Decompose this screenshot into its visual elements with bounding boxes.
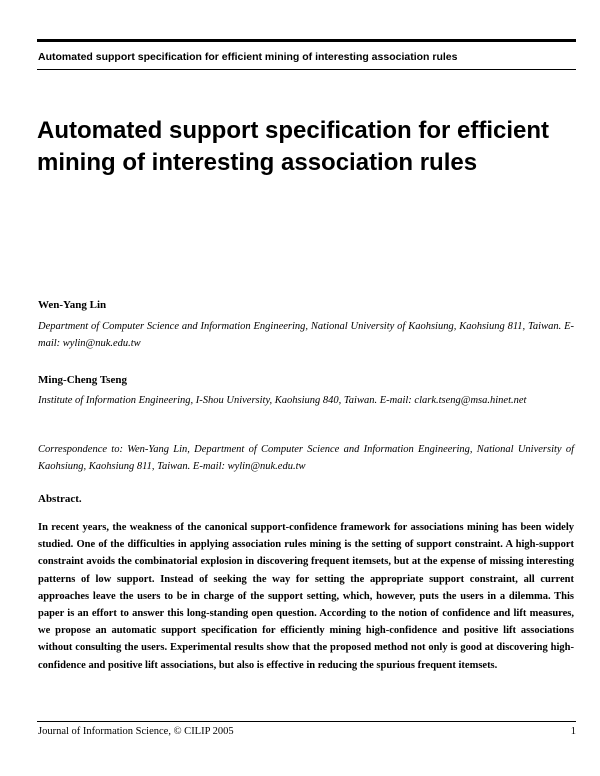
header-rule-thin [37, 69, 576, 70]
abstract-body: In recent years, the weakness of the canonical support-confidence framework for associations mining has been widely studied. One of the difficulties in applying association rules mining is the setting of support constraint. A high-support constraint avoids the combinatorial explosion in discovering frequent itemsets, but at the expense of missing interesting patterns of low support. Instead of seeking the way for setting the appropriate support constraint, all current approaches leave the users to be in charge of the support setting, which, however, puts the users in a dilemma. This paper is an effort to answer this long-standing open question. According to the notion of confidence and lift measures, we propose an automatic support specification for efficiently mining high-confidence and positive lift associations without consulting the users. Experimental results show that the proposed method not only is good at discovering high-confidence and positive lift associations, but also is effective in reducing the spurious frequent itemsets. [38, 522, 574, 671]
author-affiliation-1: Department of Computer Science and Information Engineering, National University of Kaohsiung, Kaohsiung 811, Taiwan. E-mail: wylin@nuk.edu.tw [38, 321, 574, 349]
abstract-heading: Abstract. [38, 493, 82, 505]
footer-rule [37, 721, 576, 722]
paper-title: Automated support specification for efficient mining of interesting association rules [37, 117, 550, 176]
page-number: 1 [570, 726, 576, 737]
journal-footer: Journal of Information Science, © CILIP 2005 [38, 726, 234, 737]
header-rule-thick [37, 39, 576, 42]
author-name-1: Wen-Yang Lin [38, 299, 107, 311]
running-head: Automated support specification for efficient mining of interesting association rules [38, 51, 458, 63]
correspondence-note: Correspondence to: Wen-Yang Lin, Department of Computer Science and Information Engineering, National University of Kaohsiung, Kaohsiung 811, Taiwan. E-mail: wylin@nuk.edu.tw [38, 444, 574, 472]
author-name-2: Ming-Cheng Tseng [38, 374, 127, 386]
author-affiliation-2: Institute of Information Engineering, I-Shou University, Kaohsiung 840, Taiwan. E-mail: clark.tseng@msa.hinet.net [38, 395, 527, 406]
